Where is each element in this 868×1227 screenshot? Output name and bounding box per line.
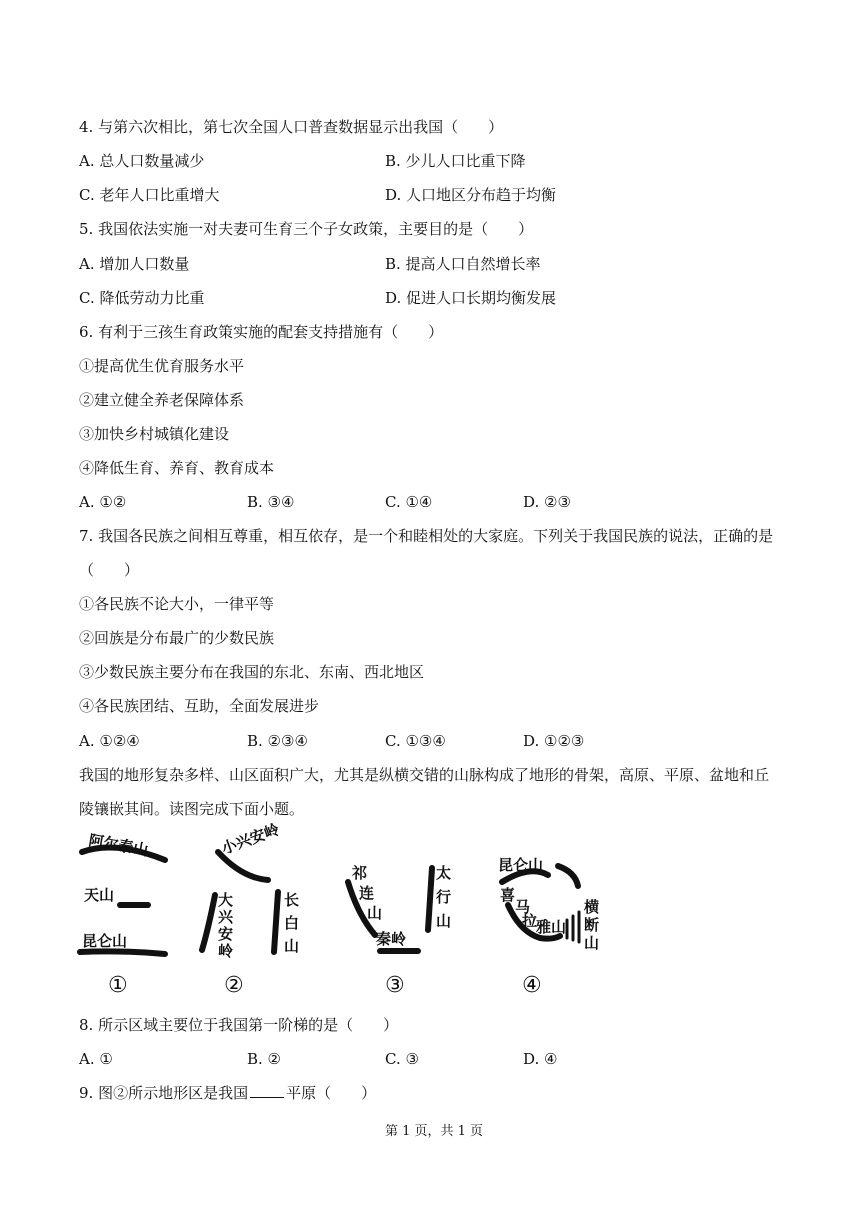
q5-option-a: A. 增加人口数量: [79, 255, 190, 273]
q6-option-d: D. ②③: [523, 493, 571, 511]
ridge-kunlun: [80, 951, 165, 954]
panel-number-4: ④: [522, 973, 542, 998]
q7-statement-2: ②回族是分布最广的少数民族: [79, 629, 275, 647]
q8-option-a: A. ①: [79, 1050, 113, 1068]
q4-stem: 4. 与第六次相比，第七次全国人口普查数据显示出我国（ ）: [79, 118, 504, 136]
q7-option-b: B. ②③④: [247, 732, 308, 750]
q7-statement-1: ①各民族不论大小，一律平等: [79, 595, 275, 613]
q4-option-b: B. 少儿人口比重下降: [385, 152, 526, 170]
q6-option-b: B. ③④: [247, 493, 295, 511]
q6-option-a: A. ①②: [79, 493, 127, 511]
intro-line2: 陵镶嵌其间。读图完成下面小题。: [79, 800, 305, 818]
q5-stem: 5. 我国依法实施一对夫妻可生育三个子女政策，主要目的是（ ）: [79, 220, 534, 238]
label-altai: 阿尔泰山: [87, 831, 150, 860]
ridge-taihang: [428, 868, 432, 930]
label-changbai-1: 长: [284, 891, 300, 909]
label-daxinganling-1: 大: [218, 891, 234, 909]
label-taihang-3: 山: [436, 912, 452, 930]
q5-option-c: C. 降低劳动力比重: [79, 289, 205, 307]
intro-line1: 我国的地形复杂多样、山区面积广大，尤其是纵横交错的山脉构成了地形的骨架，高原、平原、盆地和丘: [79, 766, 770, 784]
label-hengduan-2: 断: [584, 916, 600, 934]
q7-statement-4: ④各民族团结、互助，全面发展进步: [79, 697, 320, 715]
q9-blank: [250, 1083, 284, 1098]
label-himalaya-4: 雅山: [536, 918, 567, 936]
label-himalaya-2: 马: [515, 898, 531, 916]
q4-option-c: C. 老年人口比重增大: [79, 186, 220, 204]
label-kunlun-4: 昆仑山: [498, 856, 544, 874]
label-qilian-1: 祁: [352, 864, 368, 882]
label-xiaoxinganling: 小兴安岭: [219, 820, 282, 858]
q5-option-d: D. 促进人口长期均衡发展: [385, 289, 557, 307]
q7-option-a: A. ①②④: [79, 732, 140, 750]
label-daxinganling-3: 安: [218, 925, 234, 943]
ridge-daxinganling: [202, 895, 215, 950]
label-daxinganling-4: 岭: [218, 942, 234, 960]
mountain-ranges-figure: [70, 820, 630, 1005]
q4-option-d: D. 人口地区分布趋于均衡: [385, 186, 557, 204]
label-hengduan-3: 山: [584, 934, 600, 952]
page-footer: 第 1 页，共 1 页: [384, 1124, 484, 1139]
q9-stem: [79, 1083, 376, 1103]
q7-option-c: C. ①③④: [385, 732, 446, 750]
q4-option-a: A. 总人口数量减少: [79, 152, 205, 170]
label-qilian-2: 连: [359, 884, 375, 902]
label-himalaya-1: 喜: [500, 886, 516, 904]
label-qinling: 秦岭: [376, 930, 407, 948]
q7-stem-line1: 7. 我国各民族之间相互尊重，相互依存，是一个和睦相处的大家庭。下列关于我国民族的说法，正确的是: [79, 527, 774, 545]
q8-stem: 8. 所示区域主要位于我国第一阶梯的是（ ）: [79, 1016, 399, 1034]
q6-statement-4: ④降低生育、养育、教育成本: [79, 459, 275, 477]
q8-option-b: B. ②: [247, 1050, 282, 1068]
label-hengduan-1: 横: [584, 898, 600, 916]
q7-stem-line2: （ ）: [79, 561, 140, 579]
q6-statement-1: ①提高优生优育服务水平: [79, 357, 245, 375]
label-daxinganling-2: 兴: [218, 908, 234, 926]
ridge-kunlun-4-east: [558, 866, 578, 886]
q5-option-b: B. 提高人口自然增长率: [385, 255, 541, 273]
label-tianshan: 天山: [84, 886, 115, 904]
label-himalaya-3: 拉: [522, 912, 538, 930]
q6-option-c: C. ①④: [385, 493, 433, 511]
panel-number-3: ③: [385, 973, 405, 998]
panel-3: [348, 864, 451, 998]
panel-2: [202, 820, 299, 998]
panel-number-2: ②: [224, 973, 244, 998]
label-kunlun-1: 昆仑山: [82, 932, 128, 950]
panel-4: [498, 856, 599, 998]
q6-statement-3: ③加快乡村城镇化建设: [79, 425, 230, 443]
q7-option-d: D. ①②③: [523, 732, 585, 750]
q8-option-d: D. ④: [523, 1050, 558, 1068]
ridge-changbaishan: [274, 892, 278, 952]
q6-stem: 6. 有利于三孩生育政策实施的配套支持措施有（ ）: [79, 323, 444, 341]
q7-statement-3: ③少数民族主要分布在我国的东北、东南、西北地区: [79, 663, 425, 681]
label-taihang-2: 行: [436, 888, 452, 906]
q8-option-c: C. ③: [385, 1050, 419, 1068]
panel-1: [80, 831, 165, 998]
label-changbai-3: 山: [284, 937, 300, 955]
q9-stem-before: 9. 图②所示地形区是我国: [79, 1084, 249, 1102]
q6-statement-2: ②建立健全养老保障体系: [79, 391, 245, 409]
label-taihang-1: 太: [436, 864, 452, 882]
panel-number-1: ①: [108, 973, 128, 998]
q9-stem-after: 平原（ ）: [286, 1084, 377, 1102]
label-qilian-3: 山: [367, 904, 383, 922]
label-changbai-2: 白: [284, 914, 300, 932]
